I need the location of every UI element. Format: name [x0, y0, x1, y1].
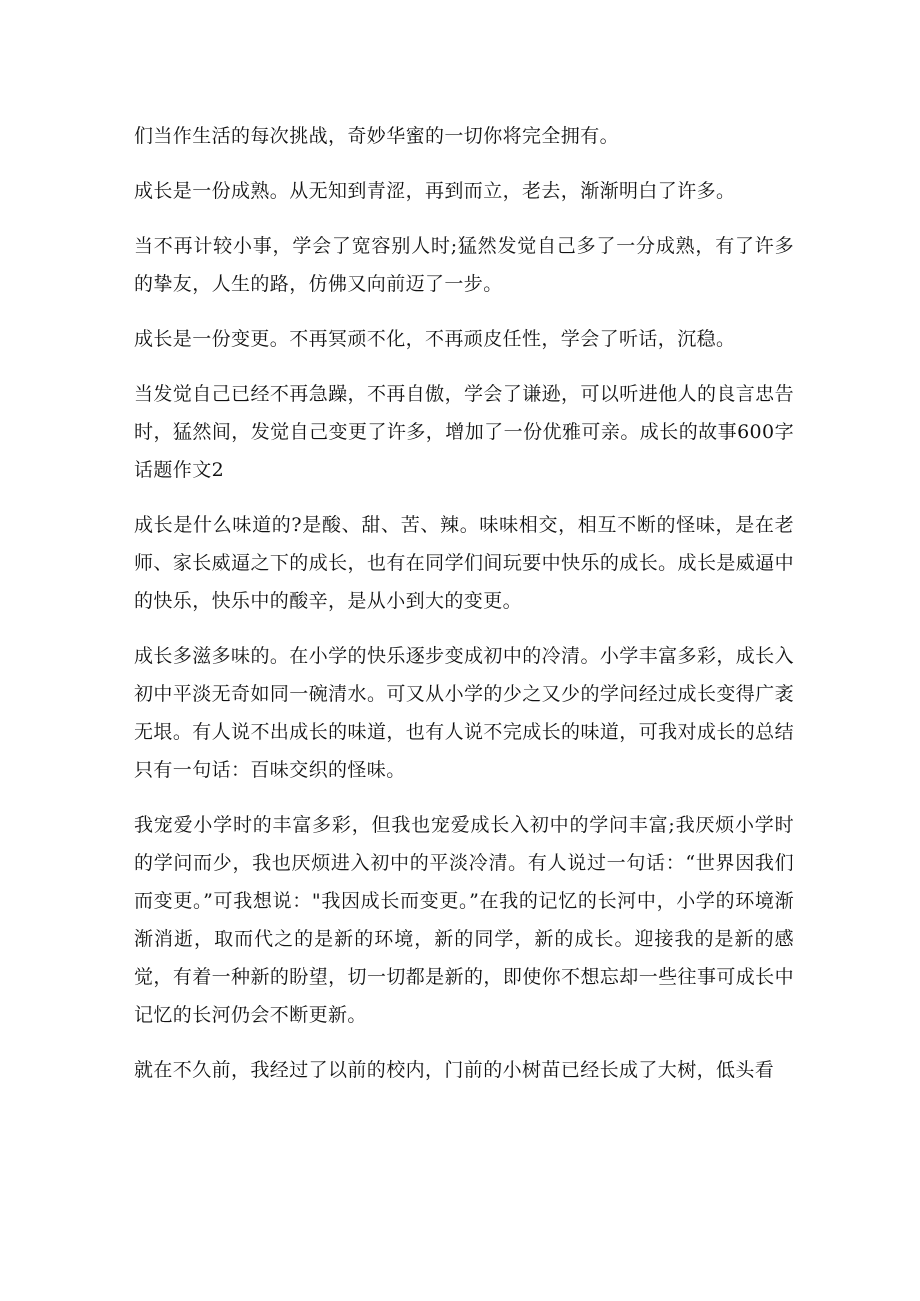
paragraph-6: 成长是什么味道的?是酸、甜、苦、辣。味味相交，相互不断的怪味，是在老师、家长威逼之下的成长，也有在同学们间玩要中快乐的成长。成长是威逼中的快乐，快乐中的酸辛，是从小到大的变更。 [134, 514, 794, 612]
paragraph-4: 成长是一份变更。不再冥顽不化，不再顽皮任性，学会了听话，沉稳。 [134, 328, 736, 350]
paragraph-3: 当不再计较小事，学会了宽容别人时;猛然发觉自己多了一分成熟，有了许多的挚友，人生的路，仿佛又向前迈了一步。 [134, 235, 794, 295]
paragraph-2: 成长是一份成熟。从无知到青涩，再到而立，老去，渐渐明白了许多。 [134, 180, 736, 202]
paragraph-7: 成长多滋多味的。在小学的快乐逐步变成初中的冷清。小学丰富多彩，成长入初中平淡无奇如同一碗清水。可又从小学的少之又少的学问经过成长变得广袤无垠。有人说不出成长的味道，也有人说不完成长的味道，可我对成长的总结只有一句话：百味交织的怪味。 [134, 645, 794, 781]
paragraph-5: 当发觉自己已经不再急躁，不再自傲，学会了谦逊，可以听进他人的良言忠告时，猛然间，发觉自己变更了许多，增加了一份优雅可亲。成长的故事600字话题作文2 [134, 383, 794, 481]
paragraph-1: 们当作生活的每次挑战，奇妙华蜜的一切你将完全拥有。 [134, 125, 620, 147]
document-body [134, 117, 794, 1106]
paragraph-9: 就在不久前，我经过了以前的校内，门前的小树苗已经长成了大树，低头看 [134, 1059, 775, 1081]
paragraph-8: 我宠爱小学时的丰富多彩，但我也宠爱成长入初中的学问丰富;我厌烦小学时的学问而少，我也厌烦进入初中的平淡冷清。有人说过一句话：“世界因我们而变更。”可我想说："我因成长而变更。”在我的记忆的长河中，小学的环境渐渐消逝，取而代之的是新的环境，新的同学，新的成长。迎接我的是新的感觉，有着一种新的盼望，切一切都是新的，即使你不想忘却一些往事可成长中记忆的长河仍会不断更新。 [134, 814, 794, 1026]
